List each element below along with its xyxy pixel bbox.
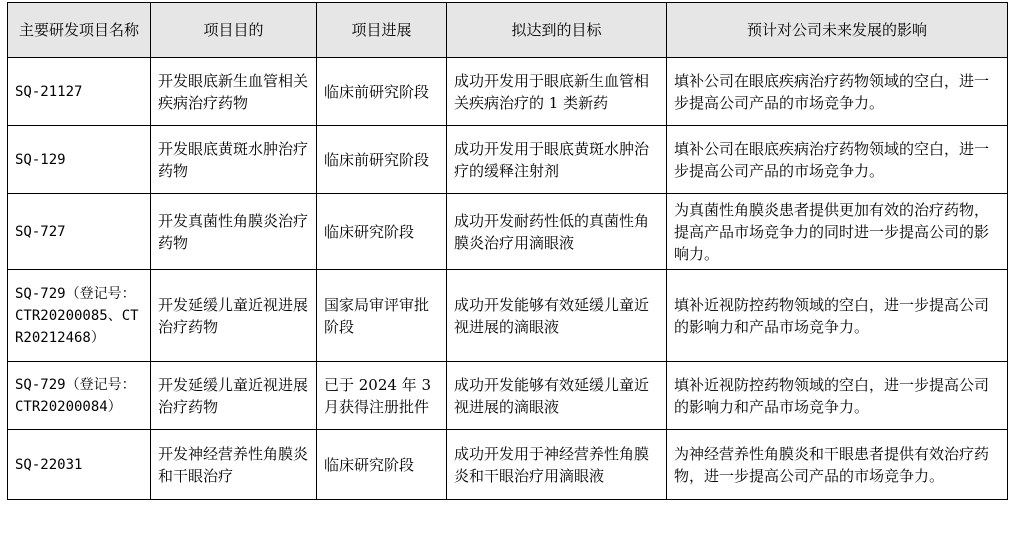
- purpose-cell: 开发神经营养性角膜炎和干眼治疗: [151, 430, 317, 500]
- header-progress: 项目进展: [317, 3, 447, 58]
- header-target: 拟达到的目标: [447, 3, 667, 58]
- progress-cell: 已于 2024 年 3 月获得注册批件: [317, 362, 447, 430]
- table-row: [8, 362, 1008, 430]
- progress-cell: 临床研究阶段: [317, 194, 447, 270]
- target-cell: 成功开发能够有效延缓儿童近视进展的滴眼液: [447, 362, 667, 430]
- progress-cell: 国家局审评审批阶段: [317, 270, 447, 362]
- project-name-cell: SQ-729（登记号：CTR20200084）: [8, 362, 151, 430]
- progress-cell: 临床前研究阶段: [317, 58, 447, 126]
- project-name-cell: SQ-727: [8, 194, 151, 270]
- impact-cell: 填补近视防控药物领域的空白，进一步提高公司的影响力和产品市场竞争力。: [667, 362, 1008, 430]
- purpose-cell: 开发延缓儿童近视进展治疗药物: [151, 270, 317, 362]
- header-project-name: 主要研发项目名称: [8, 3, 151, 58]
- table-row: [8, 126, 1008, 194]
- project-name-cell: SQ-729（登记号：CTR20200085、CTR20212468）: [8, 270, 151, 362]
- purpose-cell: 开发眼底新生血管相关疾病治疗药物: [151, 58, 317, 126]
- rd-projects-table: [7, 2, 1008, 500]
- target-cell: 成功开发能够有效延缓儿童近视进展的滴眼液: [447, 270, 667, 362]
- purpose-cell: 开发延缓儿童近视进展治疗药物: [151, 362, 317, 430]
- header-impact: 预计对公司未来发展的影响: [667, 3, 1008, 58]
- purpose-cell: 开发眼底黄斑水肿治疗药物: [151, 126, 317, 194]
- target-cell: 成功开发用于神经营养性角膜炎和干眼治疗用滴眼液: [447, 430, 667, 500]
- table-row: [8, 270, 1008, 362]
- impact-cell: 填补公司在眼底疾病治疗药物领域的空白，进一步提高公司产品的市场竞争力。: [667, 58, 1008, 126]
- project-name-cell: SQ-129: [8, 126, 151, 194]
- impact-cell: 为真菌性角膜炎患者提供更加有效的治疗药物，提高产品市场竞争力的同时进一步提高公司的影响力。: [667, 194, 1008, 270]
- table-row: [8, 194, 1008, 270]
- project-name-cell: SQ-22031: [8, 430, 151, 500]
- target-cell: 成功开发耐药性低的真菌性角膜炎治疗用滴眼液: [447, 194, 667, 270]
- target-cell: 成功开发用于眼底黄斑水肿治疗的缓释注射剂: [447, 126, 667, 194]
- header-row: [8, 3, 1008, 58]
- progress-cell: 临床研究阶段: [317, 430, 447, 500]
- impact-cell: 填补近视防控药物领域的空白，进一步提高公司的影响力和产品市场竞争力。: [667, 270, 1008, 362]
- purpose-cell: 开发真菌性角膜炎治疗药物: [151, 194, 317, 270]
- table-row: [8, 430, 1008, 500]
- impact-cell: 填补公司在眼底疾病治疗药物领域的空白，进一步提高公司产品的市场竞争力。: [667, 126, 1008, 194]
- table-row: [8, 58, 1008, 126]
- header-purpose: 项目目的: [151, 3, 317, 58]
- target-cell: 成功开发用于眼底新生血管相关疾病治疗的 1 类新药: [447, 58, 667, 126]
- project-name-cell: SQ-21127: [8, 58, 151, 126]
- progress-cell: 临床前研究阶段: [317, 126, 447, 194]
- impact-cell: 为神经营养性角膜炎和干眼患者提供有效治疗药物，进一步提高公司产品的市场竞争力。: [667, 430, 1008, 500]
